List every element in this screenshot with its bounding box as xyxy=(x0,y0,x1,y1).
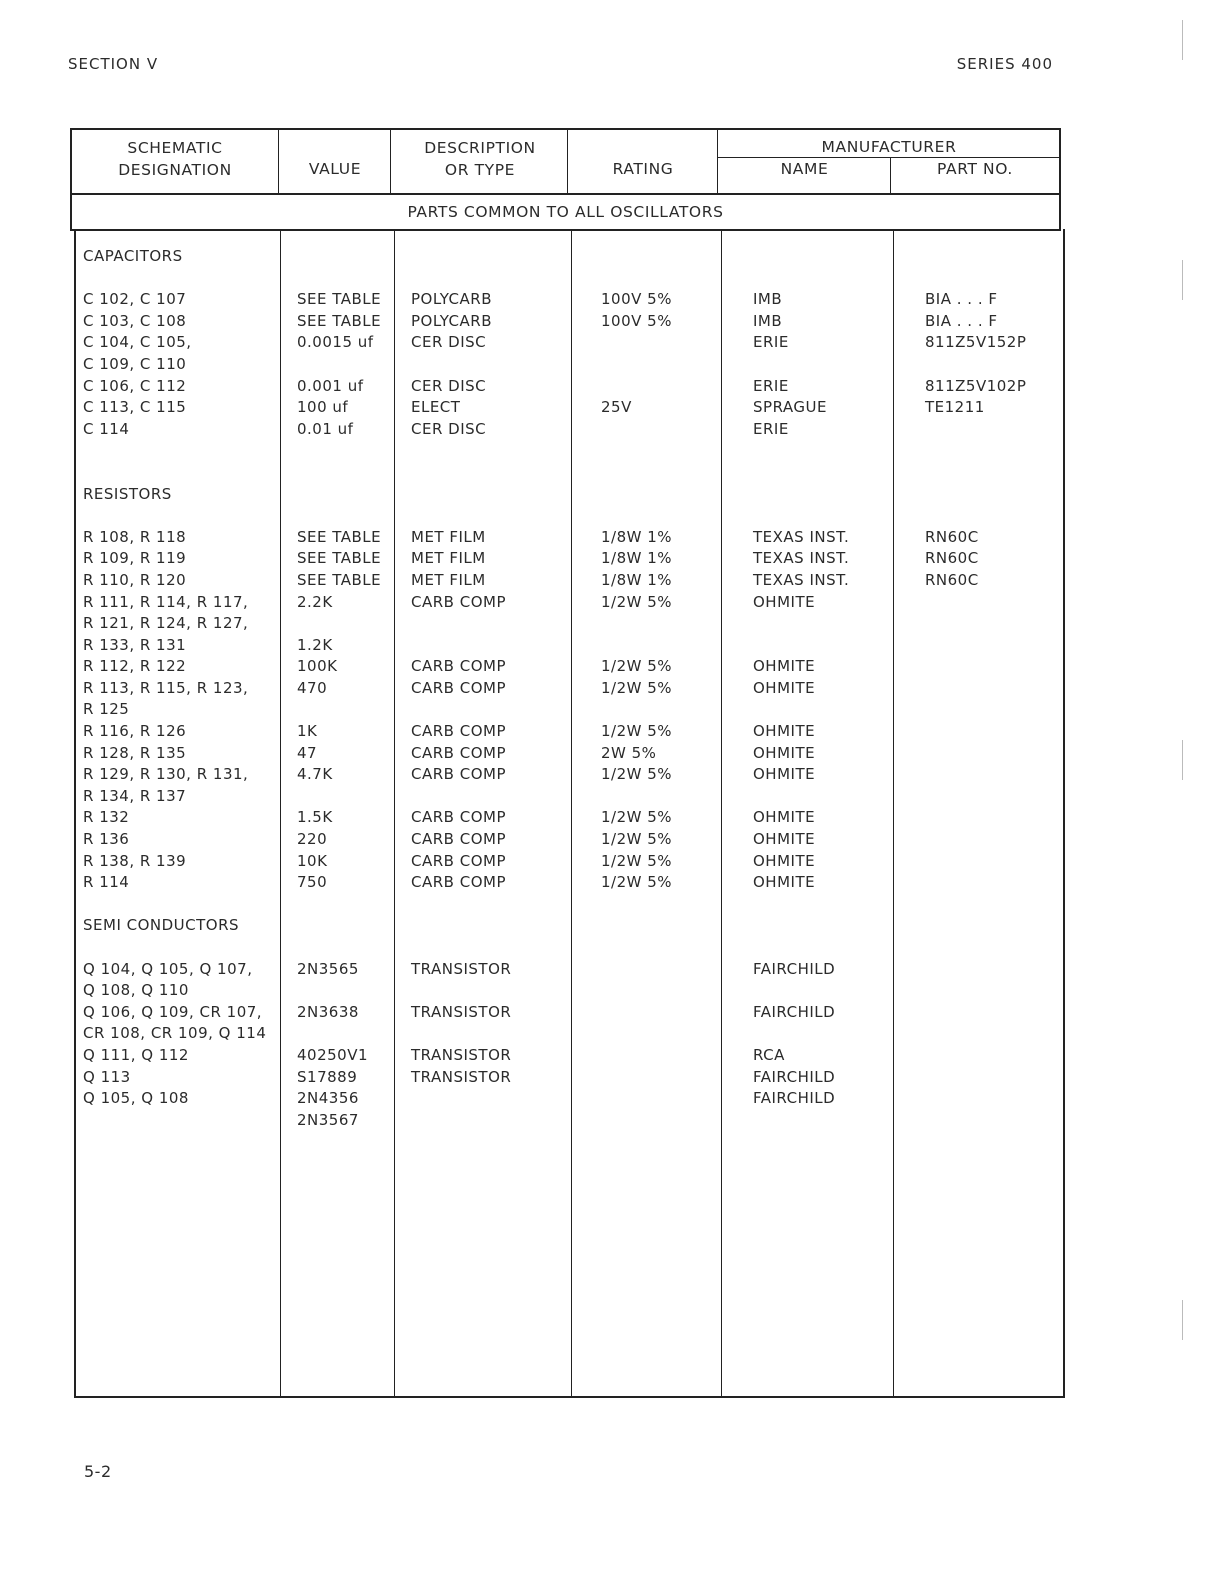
value-cell: 2N3565 xyxy=(297,959,359,978)
mfr-name-cell: IMB xyxy=(753,311,783,330)
value-cell: 470 xyxy=(297,678,328,697)
section-title-bottom-rule xyxy=(70,229,1061,231)
binding-edge-mark xyxy=(1182,260,1183,300)
value-cell: 2N3638 xyxy=(297,1002,359,1021)
designation-cell: Q 106, Q 109, CR 107, xyxy=(83,1002,263,1021)
description-cell: CARB COMP xyxy=(411,873,506,892)
mfr-name-cell: SPRAGUE xyxy=(753,398,827,417)
value-cell: SEE TABLE xyxy=(297,549,382,568)
description-cell xyxy=(411,613,511,635)
blank-row xyxy=(411,1131,511,1153)
col-header-description-line1: DESCRIPTION xyxy=(424,139,536,157)
blank-row xyxy=(753,246,849,268)
description-cell: TRANSISTOR xyxy=(411,1045,512,1064)
col-rule-description-head xyxy=(567,128,568,194)
blank-row xyxy=(297,462,381,484)
mfr-name-cell xyxy=(753,613,849,635)
rating-cell xyxy=(601,1045,672,1067)
description-cell: CARB COMP xyxy=(411,657,506,676)
blank-row xyxy=(297,915,381,937)
mfr-name-cell: OHMITE xyxy=(753,743,816,762)
blank-row xyxy=(925,246,1026,268)
value-cell xyxy=(297,980,381,1002)
col-header-manufacturer: MANUFACTURER xyxy=(821,138,957,156)
col-header-designation-line2: DESIGNATION xyxy=(118,161,232,179)
part-no-cell xyxy=(925,764,1026,786)
col-rule-description xyxy=(571,229,572,1398)
description-cell: CARB COMP xyxy=(411,592,506,611)
mfr-name-cell: OHMITE xyxy=(753,873,816,892)
blank-row xyxy=(753,937,849,959)
part-no-cell: RN60C xyxy=(925,570,979,589)
value-cell: 10K xyxy=(297,851,328,870)
description-cell: CARB COMP xyxy=(411,808,506,827)
designation-cell: R 113, R 115, R 123, xyxy=(83,678,249,697)
rating-cell: 1/2W 5% xyxy=(601,851,673,870)
value-cell: 2N4356 xyxy=(297,1089,359,1108)
mfr-name-cell: ERIE xyxy=(753,419,789,438)
blank-row xyxy=(411,915,511,937)
blank-row xyxy=(601,894,672,916)
blank-row xyxy=(411,484,511,506)
description-cell: TRANSISTOR xyxy=(411,1002,512,1021)
header-bottom-rule xyxy=(70,193,1061,195)
value-cell: S17889 xyxy=(297,1067,358,1086)
blank-row xyxy=(83,268,266,290)
table-right-rule-top xyxy=(1059,128,1061,231)
blank-row xyxy=(925,505,1026,527)
mfr-name-cell: OHMITE xyxy=(753,592,816,611)
value-cell xyxy=(297,786,381,808)
blank-row xyxy=(601,915,672,937)
designation-cell: CR 108, CR 109, Q 114 xyxy=(83,1024,267,1043)
value-cell: 1K xyxy=(297,722,318,741)
description-cell xyxy=(411,1110,511,1132)
rating-cell: 2W 5% xyxy=(601,743,657,762)
designation-cell: R 136 xyxy=(83,830,130,849)
rating-cell: 1/2W 5% xyxy=(601,678,673,697)
designation-cell: R 133, R 131 xyxy=(83,635,187,654)
designation-cell: R 132 xyxy=(83,808,130,827)
value-cell xyxy=(297,354,381,376)
mfr-name-cell: TEXAS INST. xyxy=(753,570,850,589)
part-no-cell: BIA . . . F xyxy=(925,311,998,330)
part-no-cell xyxy=(925,872,1026,894)
blank-row xyxy=(83,937,266,959)
part-no-cell: TE1211 xyxy=(925,398,985,417)
rating-cell xyxy=(601,959,672,981)
description-cell: CARB COMP xyxy=(411,765,506,784)
description-cell xyxy=(411,1088,511,1110)
part-no-cell xyxy=(925,1045,1026,1067)
blank-row xyxy=(83,505,266,527)
blank-row xyxy=(753,484,849,506)
mfr-name-cell: OHMITE xyxy=(753,808,816,827)
col-header-name: NAME xyxy=(780,160,829,178)
value-cell: SEE TABLE xyxy=(297,570,382,589)
rating-cell xyxy=(601,699,672,721)
designation-cell: C 102, C 107 xyxy=(83,290,187,309)
rating-cell: 1/8W 1% xyxy=(601,570,673,589)
blank-row xyxy=(297,246,381,268)
description-cell xyxy=(411,980,511,1002)
col-header-description-line2: OR TYPE xyxy=(444,161,516,179)
part-no-cell xyxy=(925,699,1026,721)
series-label: SERIES 400 xyxy=(956,55,1053,73)
col-header-rating: RATING xyxy=(612,160,674,178)
rating-cell: 25V xyxy=(601,398,632,417)
value-cell: 4.7K xyxy=(297,765,333,784)
designation-column xyxy=(83,246,266,1153)
blank-row xyxy=(411,894,511,916)
designation-cell: R 110, R 120 xyxy=(83,570,187,589)
value-cell: 40250V1 xyxy=(297,1045,369,1064)
designation-cell: R 114 xyxy=(83,873,130,892)
part-no-column xyxy=(925,246,1026,1153)
rating-cell xyxy=(601,1067,672,1089)
designation-cell: R 121, R 124, R 127, xyxy=(83,614,249,633)
blank-row xyxy=(925,462,1026,484)
part-no-cell xyxy=(925,743,1026,765)
value-cell: 100K xyxy=(297,657,338,676)
mfr-name-cell xyxy=(753,1110,849,1132)
binding-edge-mark xyxy=(1182,20,1183,60)
designation-cell: R 112, R 122 xyxy=(83,657,187,676)
col-rule-name-head xyxy=(890,157,891,194)
mfr-name-cell: OHMITE xyxy=(753,722,816,741)
value-cell: 0.01 uf xyxy=(297,419,354,438)
mfr-name-cell xyxy=(753,699,849,721)
designation-cell: Q 105, Q 108 xyxy=(83,1089,189,1108)
rating-cell xyxy=(601,635,672,657)
part-no-cell: 811Z5V152P xyxy=(925,333,1027,352)
group-title: SEMI CONDUCTORS xyxy=(83,916,240,935)
blank-row xyxy=(601,268,672,290)
rating-cell xyxy=(601,1088,672,1110)
group-title: CAPACITORS xyxy=(83,247,183,265)
col-rule-name xyxy=(893,229,894,1398)
mfr-name-cell xyxy=(753,635,849,657)
designation-cell: R 116, R 126 xyxy=(83,722,187,741)
mfr-name-cell xyxy=(753,1023,849,1045)
rating-cell xyxy=(601,613,672,635)
col-header-part-no: PART NO. xyxy=(937,160,1013,178)
part-no-cell xyxy=(925,656,1026,678)
rating-cell: 1/8W 1% xyxy=(601,527,673,546)
col-header-designation xyxy=(72,137,278,181)
mfr-name-cell: ERIE xyxy=(753,333,789,352)
rating-cell: 1/2W 5% xyxy=(601,657,673,676)
description-cell: MET FILM xyxy=(411,527,486,546)
col-rule-value xyxy=(394,229,395,1398)
value-cell: 47 xyxy=(297,743,318,762)
designation-cell: C 106, C 112 xyxy=(83,376,187,395)
blank-row xyxy=(753,268,849,290)
value-cell: 1.5K xyxy=(297,808,333,827)
designation-cell: R 111, R 114, R 117, xyxy=(83,592,249,611)
rating-cell: 1/2W 5% xyxy=(601,808,673,827)
blank-row xyxy=(411,462,511,484)
part-no-cell xyxy=(925,678,1026,700)
value-cell: 750 xyxy=(297,873,328,892)
group-title: RESISTORS xyxy=(83,484,172,503)
value-cell: 100 uf xyxy=(297,398,349,417)
value-cell: 0.0015 uf xyxy=(297,333,374,352)
rating-column xyxy=(601,246,672,1153)
mfr-name-cell xyxy=(753,786,849,808)
part-no-cell xyxy=(925,1023,1026,1045)
blank-row xyxy=(297,1131,381,1153)
part-no-cell xyxy=(925,419,1026,441)
blank-row xyxy=(83,1131,266,1153)
part-no-cell xyxy=(925,1088,1026,1110)
description-cell xyxy=(411,635,511,657)
blank-row xyxy=(753,1131,849,1153)
binding-edge-mark xyxy=(1182,1300,1183,1340)
blank-row xyxy=(601,246,672,268)
rating-cell xyxy=(601,332,672,354)
col-rule-rating-head xyxy=(717,128,718,194)
description-cell: CARB COMP xyxy=(411,743,506,762)
designation-cell: R 129, R 130, R 131, xyxy=(83,765,249,784)
blank-row xyxy=(925,894,1026,916)
table-top-rule xyxy=(70,128,1061,130)
table-right-rule xyxy=(1063,229,1065,1398)
part-no-cell xyxy=(925,959,1026,981)
mfr-name-cell: OHMITE xyxy=(753,765,816,784)
description-cell xyxy=(411,699,511,721)
blank-row xyxy=(925,440,1026,462)
part-no-cell xyxy=(925,851,1026,873)
part-no-cell xyxy=(925,613,1026,635)
blank-row xyxy=(411,246,511,268)
blank-row xyxy=(297,894,381,916)
mfr-name-cell: TEXAS INST. xyxy=(753,549,850,568)
blank-row xyxy=(411,440,511,462)
rating-cell xyxy=(601,786,672,808)
rating-cell xyxy=(601,1002,672,1024)
mfr-name-cell: FAIRCHILD xyxy=(753,1089,836,1108)
designation-cell: C 104, C 105, xyxy=(83,333,192,352)
blank-row xyxy=(601,1131,672,1153)
section-title: PARTS COMMON TO ALL OSCILLATORS xyxy=(407,203,724,221)
description-cell: ELECT xyxy=(411,398,461,417)
part-no-cell xyxy=(925,1002,1026,1024)
blank-row xyxy=(753,440,849,462)
part-no-cell: RN60C xyxy=(925,549,979,568)
designation-cell: C 114 xyxy=(83,419,130,438)
rating-cell xyxy=(601,980,672,1002)
description-cell: TRANSISTOR xyxy=(411,959,512,978)
col-rule-designation-head xyxy=(278,128,279,194)
description-cell: CARB COMP xyxy=(411,830,506,849)
part-no-cell xyxy=(925,807,1026,829)
blank-row xyxy=(925,915,1026,937)
description-cell xyxy=(411,354,511,376)
part-no-cell xyxy=(925,829,1026,851)
designation-cell: R 109, R 119 xyxy=(83,549,187,568)
description-cell: CER DISC xyxy=(411,333,487,352)
designation-cell: R 128, R 135 xyxy=(83,743,187,762)
blank-row xyxy=(753,462,849,484)
part-no-cell xyxy=(925,980,1026,1002)
value-cell: SEE TABLE xyxy=(297,527,382,546)
mfr-name-cell: FAIRCHILD xyxy=(753,1067,836,1086)
rating-cell xyxy=(601,419,672,441)
designation-cell: R 138, R 139 xyxy=(83,851,187,870)
blank-row xyxy=(297,484,381,506)
description-cell: CER DISC xyxy=(411,376,487,395)
blank-row xyxy=(601,462,672,484)
value-cell: 0.001 uf xyxy=(297,376,364,395)
blank-row xyxy=(925,1131,1026,1153)
table-bottom-rule xyxy=(75,1396,1065,1398)
rating-cell: 1/2W 5% xyxy=(601,830,673,849)
designation-cell: C 113, C 115 xyxy=(83,398,187,417)
blank-row xyxy=(925,937,1026,959)
blank-row xyxy=(753,505,849,527)
designation-cell: C 109, C 110 xyxy=(83,354,187,373)
rating-cell: 100V 5% xyxy=(601,311,672,330)
blank-row xyxy=(925,268,1026,290)
description-cell: CARB COMP xyxy=(411,678,506,697)
part-no-cell: 811Z5V102P xyxy=(925,376,1027,395)
mfr-name-cell xyxy=(753,980,849,1002)
description-cell: MET FILM xyxy=(411,549,486,568)
part-no-cell xyxy=(925,786,1026,808)
mfr-name-cell: FAIRCHILD xyxy=(753,959,836,978)
value-cell: 2N3567 xyxy=(297,1110,359,1129)
designation-cell: R 134, R 137 xyxy=(83,786,187,805)
col-header-description xyxy=(392,137,568,181)
part-no-cell: RN60C xyxy=(925,527,979,546)
part-no-cell xyxy=(925,1110,1026,1132)
description-cell: CARB COMP xyxy=(411,722,506,741)
value-cell: 1.2K xyxy=(297,635,333,654)
mfr-name-cell: OHMITE xyxy=(753,830,816,849)
designation-cell: Q 111, Q 112 xyxy=(83,1045,189,1064)
blank-row xyxy=(297,440,381,462)
description-cell: MET FILM xyxy=(411,570,486,589)
blank-row xyxy=(925,484,1026,506)
description-cell: CER DISC xyxy=(411,419,487,438)
col-header-designation-line1: SCHEMATIC xyxy=(127,139,223,157)
blank-row xyxy=(601,484,672,506)
part-no-cell: BIA . . . F xyxy=(925,290,998,309)
mfr-name-cell: FAIRCHILD xyxy=(753,1002,836,1021)
blank-row xyxy=(601,937,672,959)
col-rule-value-head xyxy=(390,128,391,194)
col-rule-designation xyxy=(280,229,281,1398)
blank-row xyxy=(411,505,511,527)
rating-cell: 1/2W 5% xyxy=(601,722,673,741)
mfr-name-cell: TEXAS INST. xyxy=(753,527,850,546)
description-cell: POLYCARB xyxy=(411,311,493,330)
blank-row xyxy=(411,937,511,959)
rating-cell: 100V 5% xyxy=(601,290,672,309)
blank-row xyxy=(411,268,511,290)
section-label: SECTION V xyxy=(68,55,159,73)
table-left-rule xyxy=(74,229,76,1398)
designation-cell: Q 104, Q 105, Q 107, xyxy=(83,959,253,978)
blank-row xyxy=(83,894,266,916)
rating-cell: 1/2W 5% xyxy=(601,765,673,784)
description-cell: CARB COMP xyxy=(411,851,506,870)
designation-cell xyxy=(83,1110,266,1132)
value-cell: 2.2K xyxy=(297,592,333,611)
blank-row xyxy=(297,268,381,290)
rating-cell xyxy=(601,376,672,398)
part-no-cell xyxy=(925,1067,1026,1089)
mfr-name-cell: RCA xyxy=(753,1045,785,1064)
description-cell xyxy=(411,786,511,808)
mfr-name-cell: OHMITE xyxy=(753,678,816,697)
value-cell xyxy=(297,699,381,721)
blank-row xyxy=(297,505,381,527)
blank-row xyxy=(601,440,672,462)
designation-cell: Q 113 xyxy=(83,1067,131,1086)
part-no-cell xyxy=(925,721,1026,743)
value-column xyxy=(297,246,381,1153)
mfr-name-cell: IMB xyxy=(753,290,783,309)
description-column xyxy=(411,246,511,1153)
mfr-name-column xyxy=(753,246,849,1153)
page-number: 5-2 xyxy=(84,1462,112,1481)
designation-cell: R 125 xyxy=(83,700,130,719)
value-cell xyxy=(297,613,381,635)
designation-cell: R 108, R 118 xyxy=(83,527,187,546)
blank-row xyxy=(753,915,849,937)
description-cell: POLYCARB xyxy=(411,290,493,309)
value-cell: SEE TABLE xyxy=(297,290,382,309)
part-no-cell xyxy=(925,592,1026,614)
blank-row xyxy=(83,462,266,484)
value-cell xyxy=(297,1023,381,1045)
table-left-rule-top xyxy=(70,128,72,231)
mfr-name-cell: OHMITE xyxy=(753,851,816,870)
mfr-name-cell xyxy=(753,354,849,376)
blank-row xyxy=(297,937,381,959)
rating-cell xyxy=(601,1023,672,1045)
blank-row xyxy=(753,894,849,916)
description-cell xyxy=(411,1023,511,1045)
designation-cell: C 103, C 108 xyxy=(83,311,187,330)
blank-row xyxy=(601,505,672,527)
value-cell: 220 xyxy=(297,830,328,849)
designation-cell: Q 108, Q 110 xyxy=(83,981,189,1000)
rating-cell xyxy=(601,1110,672,1132)
part-no-cell xyxy=(925,635,1026,657)
mfr-name-cell: OHMITE xyxy=(753,657,816,676)
value-cell: SEE TABLE xyxy=(297,311,382,330)
mfr-name-cell: ERIE xyxy=(753,376,789,395)
rating-cell: 1/8W 1% xyxy=(601,549,673,568)
col-header-value: VALUE xyxy=(308,160,362,178)
binding-edge-mark xyxy=(1182,740,1183,780)
rating-cell xyxy=(601,354,672,376)
part-no-cell xyxy=(925,354,1026,376)
description-cell: TRANSISTOR xyxy=(411,1067,512,1086)
blank-row xyxy=(83,440,266,462)
rating-cell: 1/2W 5% xyxy=(601,873,673,892)
col-rule-rating xyxy=(721,229,722,1398)
rating-cell: 1/2W 5% xyxy=(601,592,673,611)
